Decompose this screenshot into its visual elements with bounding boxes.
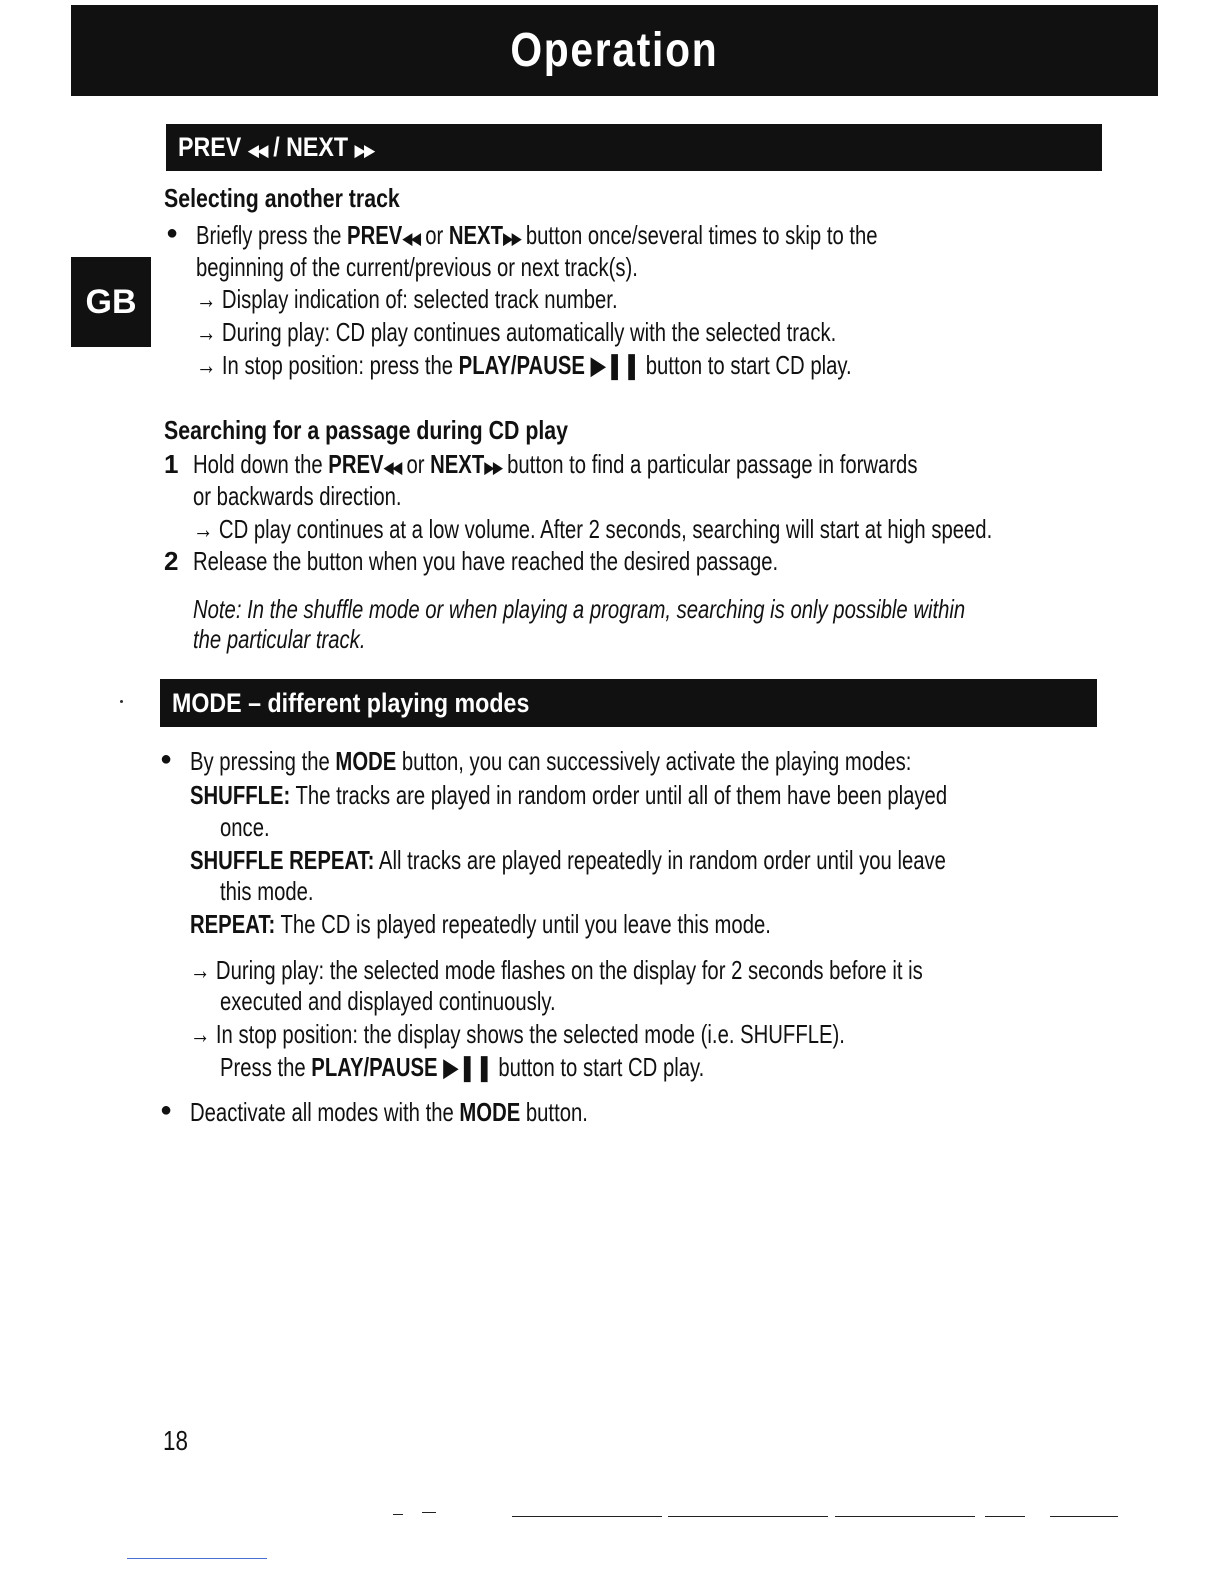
scan-mark xyxy=(668,1516,828,1517)
mode-repeat: REPEAT: The CD is played repeatedly until you leave this mode. xyxy=(190,909,771,939)
bottom-rule xyxy=(127,1558,267,1559)
mode-arrow-2-line-2: Press the PLAY/PAUSE ▶❚❚ button to start CD play. xyxy=(220,1052,705,1082)
heading-selecting-track: Selecting another track xyxy=(164,183,400,213)
bar-next-label: / NEXT xyxy=(266,132,349,162)
selecting-arrow-3: → In stop position: press the PLAY/PAUSE ▶❚❚ button to start CD play. xyxy=(196,350,852,380)
arrow-icon: → xyxy=(196,317,222,347)
heading-searching-passage: Searching for a passage during CD play xyxy=(164,415,569,445)
mode-shuffle-repeat-line-2: this mode. xyxy=(220,876,314,906)
searching-step-2: Release the button when you have reached the desired passage. xyxy=(193,546,779,576)
next-icon: ▶▶ xyxy=(484,458,502,477)
play-pause-icon: ▶❚❚ xyxy=(437,1052,493,1082)
page-number: 18 xyxy=(163,1425,188,1456)
play-pause-icon: ▶❚❚ xyxy=(584,350,641,380)
arrow-icon: → xyxy=(196,284,222,314)
searching-arrow: → CD play continues at a low volume. After 2 seconds, searching will start at high speed. xyxy=(193,514,993,544)
arrow-icon: → xyxy=(190,1019,216,1049)
mode-arrow-2: → In stop position: the display shows the selected mode (i.e. SHUFFLE). xyxy=(190,1019,845,1049)
prev-icon: ◀◀ xyxy=(383,458,401,477)
step-number-2: 2 xyxy=(164,546,179,576)
mode-shuffle-line-2: once. xyxy=(220,812,270,842)
next-icon: ▶▶ xyxy=(502,229,521,248)
bullet-icon: ● xyxy=(166,222,179,244)
selecting-line-1: Briefly press the PREV◀◀ or NEXT▶▶ button once/several times to skip to the xyxy=(196,220,878,250)
step-number-1: 1 xyxy=(164,449,179,479)
searching-step-1-line-2: or backwards direction. xyxy=(193,481,402,511)
arrow-icon: → xyxy=(196,350,222,380)
bullet-icon: ● xyxy=(160,1099,173,1121)
bar-prev-label: PREV xyxy=(178,132,242,162)
page-title: Operation xyxy=(510,24,719,77)
scan-mark xyxy=(512,1516,662,1517)
mode-bullet-1: By pressing the MODE button, you can successively activate the playing modes: xyxy=(190,746,912,776)
scan-mark xyxy=(1050,1516,1118,1517)
section-bar-mode: MODE – different playing modes xyxy=(160,679,1097,727)
mode-bullet-2: Deactivate all modes with the MODE button. xyxy=(190,1097,588,1127)
note-line-1: Note: In the shuffle mode or when playing a program, searching is only possible within xyxy=(193,594,966,624)
stray-dot xyxy=(120,700,123,703)
selecting-arrow-1: → Display indication of: selected track number. xyxy=(196,284,618,314)
mode-arrow-1-line-2: executed and displayed continuously. xyxy=(220,986,556,1016)
scan-mark xyxy=(422,1512,436,1513)
scan-mark xyxy=(393,1514,403,1515)
prev-icon: ◀◀ xyxy=(247,141,267,160)
note-line-2: the particular track. xyxy=(193,624,366,654)
section-bar-prev-next xyxy=(166,124,1102,171)
selecting-arrow-2: → During play: CD play continues automatically with the selected track. xyxy=(196,317,837,347)
language-tab: GB xyxy=(71,257,151,347)
next-icon: ▶▶ xyxy=(354,141,374,160)
searching-step-1: Hold down the PREV◀◀ or NEXT▶▶ button to find a particular passage in forwards xyxy=(193,449,918,479)
scan-mark xyxy=(835,1516,975,1517)
mode-shuffle-repeat: SHUFFLE REPEAT: All tracks are played repeatedly in random order until you leave xyxy=(190,845,946,875)
prev-icon: ◀◀ xyxy=(402,229,420,248)
mode-shuffle: SHUFFLE: The tracks are played in random order until all of them have been played xyxy=(190,780,948,810)
scan-mark xyxy=(985,1516,1025,1517)
mode-arrow-1: → During play: the selected mode flashes on the display for 2 seconds before it is xyxy=(190,955,923,985)
page-header xyxy=(71,5,1158,96)
selecting-line-2: beginning of the current/previous or next track(s). xyxy=(196,252,638,282)
bullet-icon: ● xyxy=(160,748,173,770)
arrow-icon: → xyxy=(190,955,216,985)
arrow-icon: → xyxy=(193,514,219,544)
